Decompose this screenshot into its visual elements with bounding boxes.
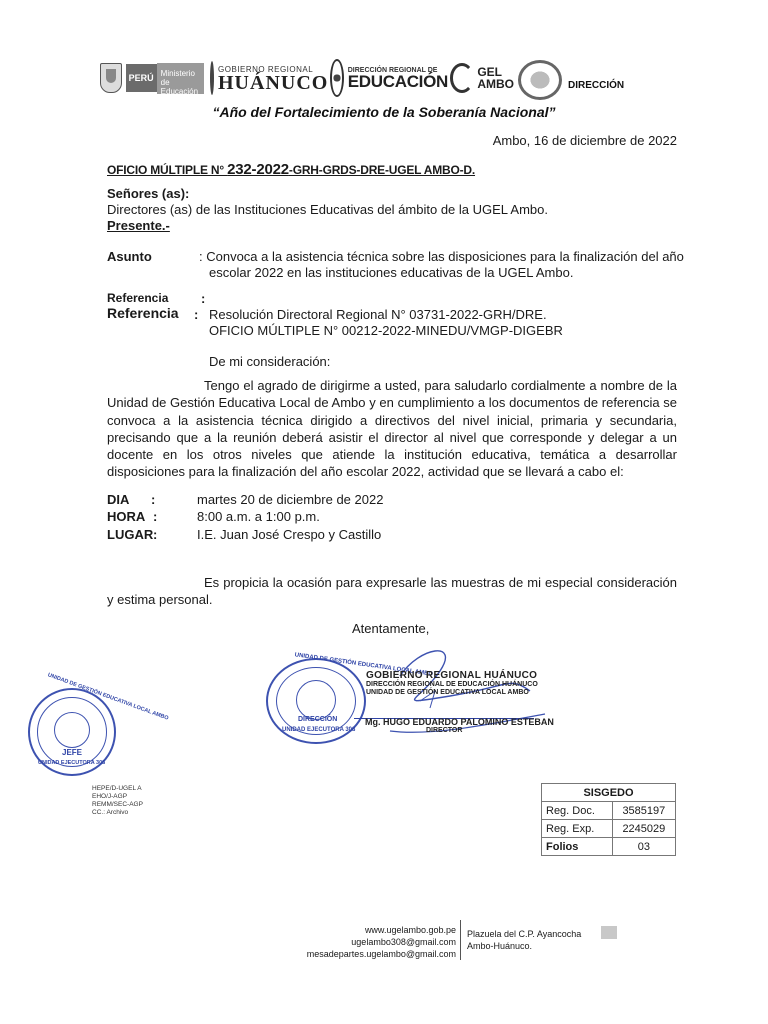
signatory-title: DIRECTOR [426,727,463,734]
asunto-line2: escolar 2022 en las instituciones educativas de la UGEL Ambo. [209,265,574,280]
presente: Presente.- [107,218,170,233]
sisgedo-value: 03 [612,838,675,856]
seal-crest-icon [296,680,336,720]
peru-label: PERÚ [126,64,157,92]
sig-institution2: DIRECCIÓN REGIONAL DE EDUCACIÓN HUÁNUCO [366,681,538,688]
footer-email1: ugelambo308@gmail.com [351,937,456,947]
sisgedo-label: Reg. Exp. [542,820,613,838]
footer-contacts [300,924,456,960]
detail-label-dia: DIA [107,492,130,507]
footer-web: www.ugelambo.gob.pe [364,925,456,935]
dre-emblem-icon [330,59,344,97]
greeting: Señores (as): [107,186,190,201]
footer-divider [460,920,461,960]
detail-value-dia: martes 20 de diciembre de 2022 [197,492,384,507]
dre-small-text: DIRECCIÓN REGIONAL DE [347,66,438,74]
seal-center-text: DIRECCIÓN [298,716,338,723]
direction-label: DIRECCIÓN [568,80,625,91]
year-motto: “Año del Fortalecimiento de la Soberanía Nacional” [212,104,556,120]
gobierno-regional-seal-icon [210,61,214,95]
oficio-num: 232-2022 [227,161,289,178]
sisgedo-title: SISGEDO [542,784,676,802]
copies-list [92,785,143,817]
footer-address1: Plazuela del C.P. Ayancocha [467,929,582,939]
detail-colon-lugar: : [153,527,158,542]
ugel-jefe-seal [28,672,170,776]
table-row [542,784,676,802]
footer-gray-square [601,926,617,939]
referencia-label-small: Referencia [107,291,169,305]
sisgedo-value: 2245029 [612,820,675,838]
asunto-label: Asunto [107,249,152,264]
seal-ring-text: UNIDAD DE GESTIÓN EDUCATIVA LOCAL AMBO [294,652,434,678]
sisgedo-value: 3585197 [612,802,675,820]
detail-value-lugar: I.E. Juan José Crespo y Castillo [197,527,382,542]
oficio-suffix: -GRH-GRDS-DRE-UGEL AMBO-D. [288,163,476,177]
copy-line: EHO/J-AGP [92,793,128,800]
signatory-name: Mg. HUGO EDUARDO PALOMINO ESTEBAN [365,717,554,727]
detail-label-lugar: LUGAR [107,527,154,542]
copy-line: REMM/SEC-AGP [92,801,143,808]
salutation: De mi consideración: [209,354,331,369]
closing-paragraph: Es propicia la ocasión para expresarle las muestras de mi especial consideración y estima personal. [107,575,677,608]
table-row [542,838,676,856]
oficio-number [107,161,475,178]
minedu-logo [100,58,204,98]
footer-address [467,928,581,952]
copy-line: HEPE/D-UGEL A [92,785,142,792]
peru-coat-of-arms-icon [100,63,122,93]
sisgedo-label: Folios [542,838,613,856]
sig-institution1: GOBIERNO REGIONAL HUÁNUCO [366,670,538,681]
oficio-prefix: OFICIO MÚLTIPLE N° [107,163,228,177]
sisgedo-label: Reg. Doc. [542,802,613,820]
addressee: Directores (as) de las Instituciones Educativas del ámbito de la UGEL Ambo. [107,202,549,217]
dre-logo [330,60,448,96]
referencia-colon: : [194,307,199,322]
detail-colon-hora: : [153,509,158,524]
sig-institution3: UNIDAD DE GESTIÓN EDUCATIVA LOCAL AMBO [366,689,529,696]
jefe-seal-ring-text: UNIDAD DE GESTIÓN EDUCATIVA LOCAL AMBO [46,672,170,722]
body-paragraph: Tengo el agrado de dirigirme a usted, para saludarlo cordialmente a nombre de la Unidad de Gestión Educativa Local de Ambo y en cumplimiento a los documentos de referencia se convoca a la asistencia técnica dirigido a directivos del nivel inicial, primaria y secundaria, precisando que a la reunión deberá asistir el director al nivel que corresponde y delegar a un docente en los otros niveles que atiende la institución educativa, temática a desarrollar disposiciones para la finalización del año escolar 2022, actividad que se llevará a cabo el: [107,378,677,480]
jefe-seal-bottom-text: UNIDAD EJECUTORA 308 [38,760,106,766]
table-row [542,820,676,838]
gobierno-regional-logo [210,60,328,96]
jefe-seal-crest-icon [54,712,90,748]
gore-big-text: HUÁNUCO [218,71,329,94]
date-line: Ambo, 16 de diciembre de 2022 [492,133,677,148]
copy-line: CC.: Archivo [92,809,129,816]
ministry-label: Ministerio de Educación [157,63,204,94]
footer-email2: mesadepartes.ugelambo@gmail.com [306,949,456,959]
referencia-line1: Resolución Directoral Regional N° 03731-2022-GRH/DRE. [209,307,547,322]
gore-small-text: GOBIERNO REGIONAL [218,64,314,74]
referencia-label: Referencia [107,305,179,321]
ugel-line1: GEL [477,65,502,79]
footer-address2: Ambo-Huánuco. [467,941,533,951]
detail-value-hora: 8:00 a.m. a 1:00 p.m. [197,509,320,524]
detail-colon-dia: : [151,492,156,507]
dre-big-text: EDUCACIÓN [347,71,448,91]
sisgedo-table [541,783,676,856]
ugel-logo [450,62,514,94]
ugel-direction-seal [266,652,434,744]
ugel-g-icon [450,63,474,93]
seal-bottom-text: UNIDAD EJECUTORA 308 [282,727,356,733]
jefe-seal-center-text: JEFE [62,748,83,757]
table-row [542,802,676,820]
referencia-line2: OFICIO MÚLTIPLE N° 00212-2022-MINEDU/VMGP-DIGEBR [209,323,563,338]
direction-emblem-icon [518,60,562,100]
asunto-line1: : Convoca a la asistencia técnica sobre las disposiciones para la finalización del año [199,249,684,264]
referencia-colon-small: : [201,291,206,306]
ugel-line2: AMBO [477,77,514,91]
detail-label-hora: HORA [107,509,146,524]
farewell: Atentamente, [352,621,430,636]
